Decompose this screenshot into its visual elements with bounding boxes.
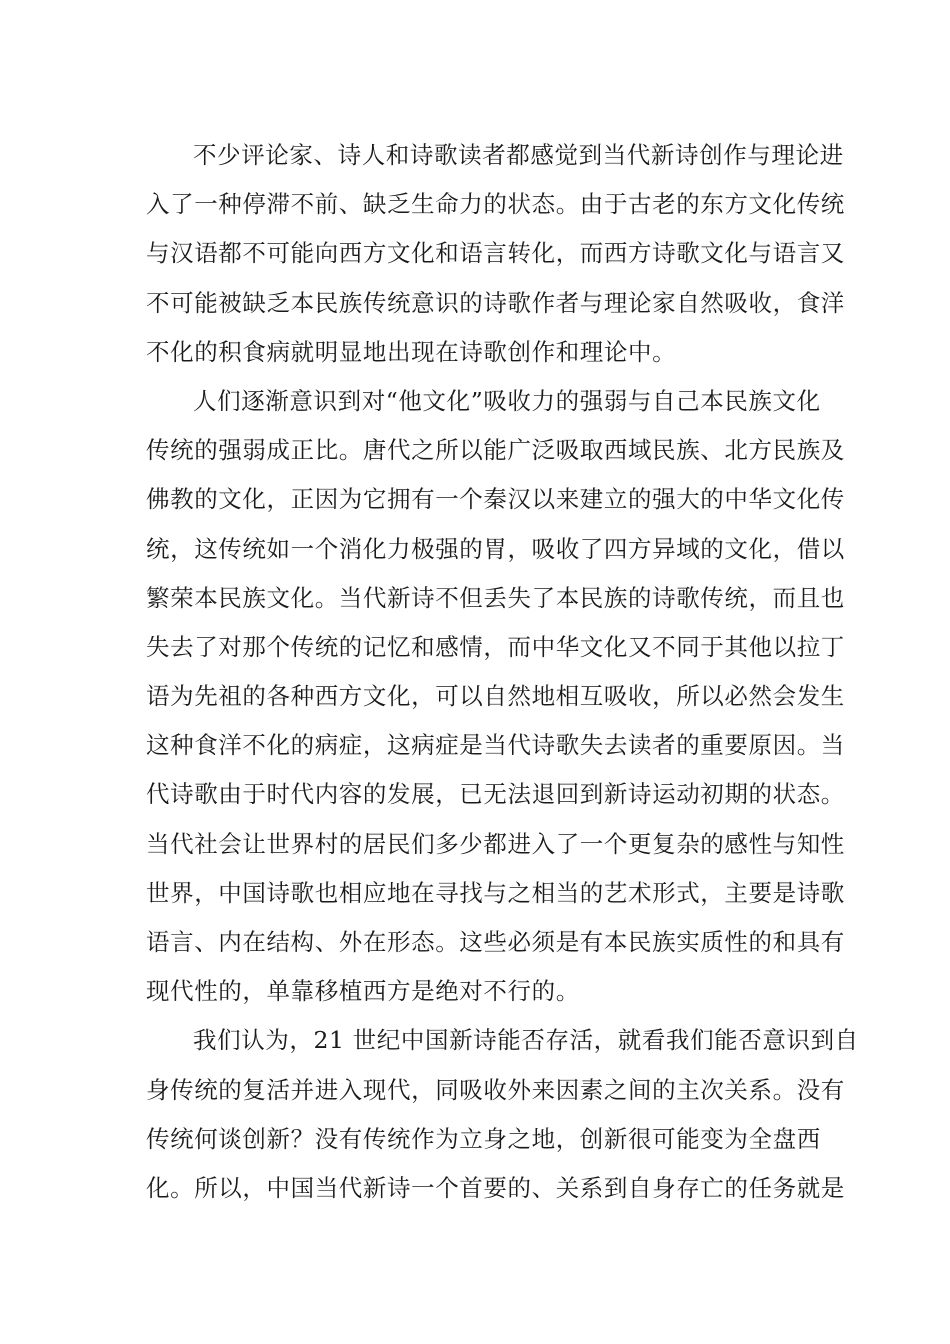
paragraph-line: 统，这传统如一个消化力极强的胃，吸收了四方异域的文化，借以 bbox=[146, 534, 845, 563]
body-text bbox=[146, 131, 859, 1213]
paragraph-line: 当代社会让世界村的居民们多少都进入了一个更复杂的感性与知性 bbox=[146, 829, 845, 858]
paragraph-line: 失去了对那个传统的记忆和感情，而中华文化又不同于其他以拉丁 bbox=[146, 632, 845, 661]
paragraph-line: 语言、内在结构、外在形态。这些必须是有本民族实质性的和具有 bbox=[146, 928, 845, 956]
paragraph-line: 不少评论家、诗人和诗歌读者都感觉到当代新诗创作与理论进 bbox=[193, 141, 844, 169]
paragraph-line: 不可能被缺乏本民族传统意识的诗歌作者与理论家自然吸收，食洋 bbox=[146, 288, 845, 317]
paragraph-line: 身传统的复活并进入现代，同吸收外来因素之间的主次关系。没有 bbox=[146, 1075, 845, 1104]
paragraph-line: 传统的强弱成正比。唐代之所以能广泛吸取西域民族、北方民族及 bbox=[146, 436, 845, 465]
paragraph-line: 人们逐渐意识到对“他文化”吸收力的强弱与自己本民族文化 bbox=[193, 386, 821, 415]
paragraph-2 bbox=[146, 377, 845, 1016]
paragraph-line: 语为先祖的各种西方文化，可以自然地相互吸收，所以必然会发生 bbox=[146, 682, 845, 711]
paragraph-1 bbox=[146, 131, 845, 377]
paragraph-line: 化。所以，中国当代新诗一个首要的、关系到自身存亡的任务就是 bbox=[146, 1173, 845, 1202]
paragraph-line: 代诗歌由于时代内容的发展，已无法退回到新诗运动初期的状态。 bbox=[146, 780, 845, 809]
paragraph-line: 我们认为，21 世纪中国新诗能否存活，就看我们能否意识到自 bbox=[193, 1026, 859, 1055]
paragraph-line: 与汉语都不可能向西方文化和语言转化，而西方诗歌文化与语言又 bbox=[146, 239, 845, 268]
paragraph-line: 传统何谈创新？没有传统作为立身之地，创新很可能变为全盘西 bbox=[146, 1124, 821, 1153]
paragraph-line: 世界，中国诗歌也相应地在寻找与之相当的艺术形式，主要是诗歌 bbox=[146, 878, 845, 907]
paragraph-line: 佛教的文化，正因为它拥有一个秦汉以来建立的强大的中华文化传 bbox=[146, 485, 845, 514]
paragraph-3 bbox=[146, 1016, 859, 1213]
paragraph-line: 繁荣本民族文化。当代新诗不但丢失了本民族的诗歌传统，而且也 bbox=[146, 583, 845, 612]
paragraph-line: 不化的积食病就明显地出现在诗歌创作和理论中。 bbox=[146, 337, 677, 366]
paragraph-line: 入了一种停滞不前、缺乏生命力的状态。由于古老的东方文化传统 bbox=[146, 190, 845, 219]
paragraph-line: 这种食洋不化的病症，这病症是当代诗歌失去读者的重要原因。当 bbox=[146, 731, 845, 760]
paragraph-line: 现代性的，单靠移植西方是绝对不行的。 bbox=[146, 977, 580, 1006]
